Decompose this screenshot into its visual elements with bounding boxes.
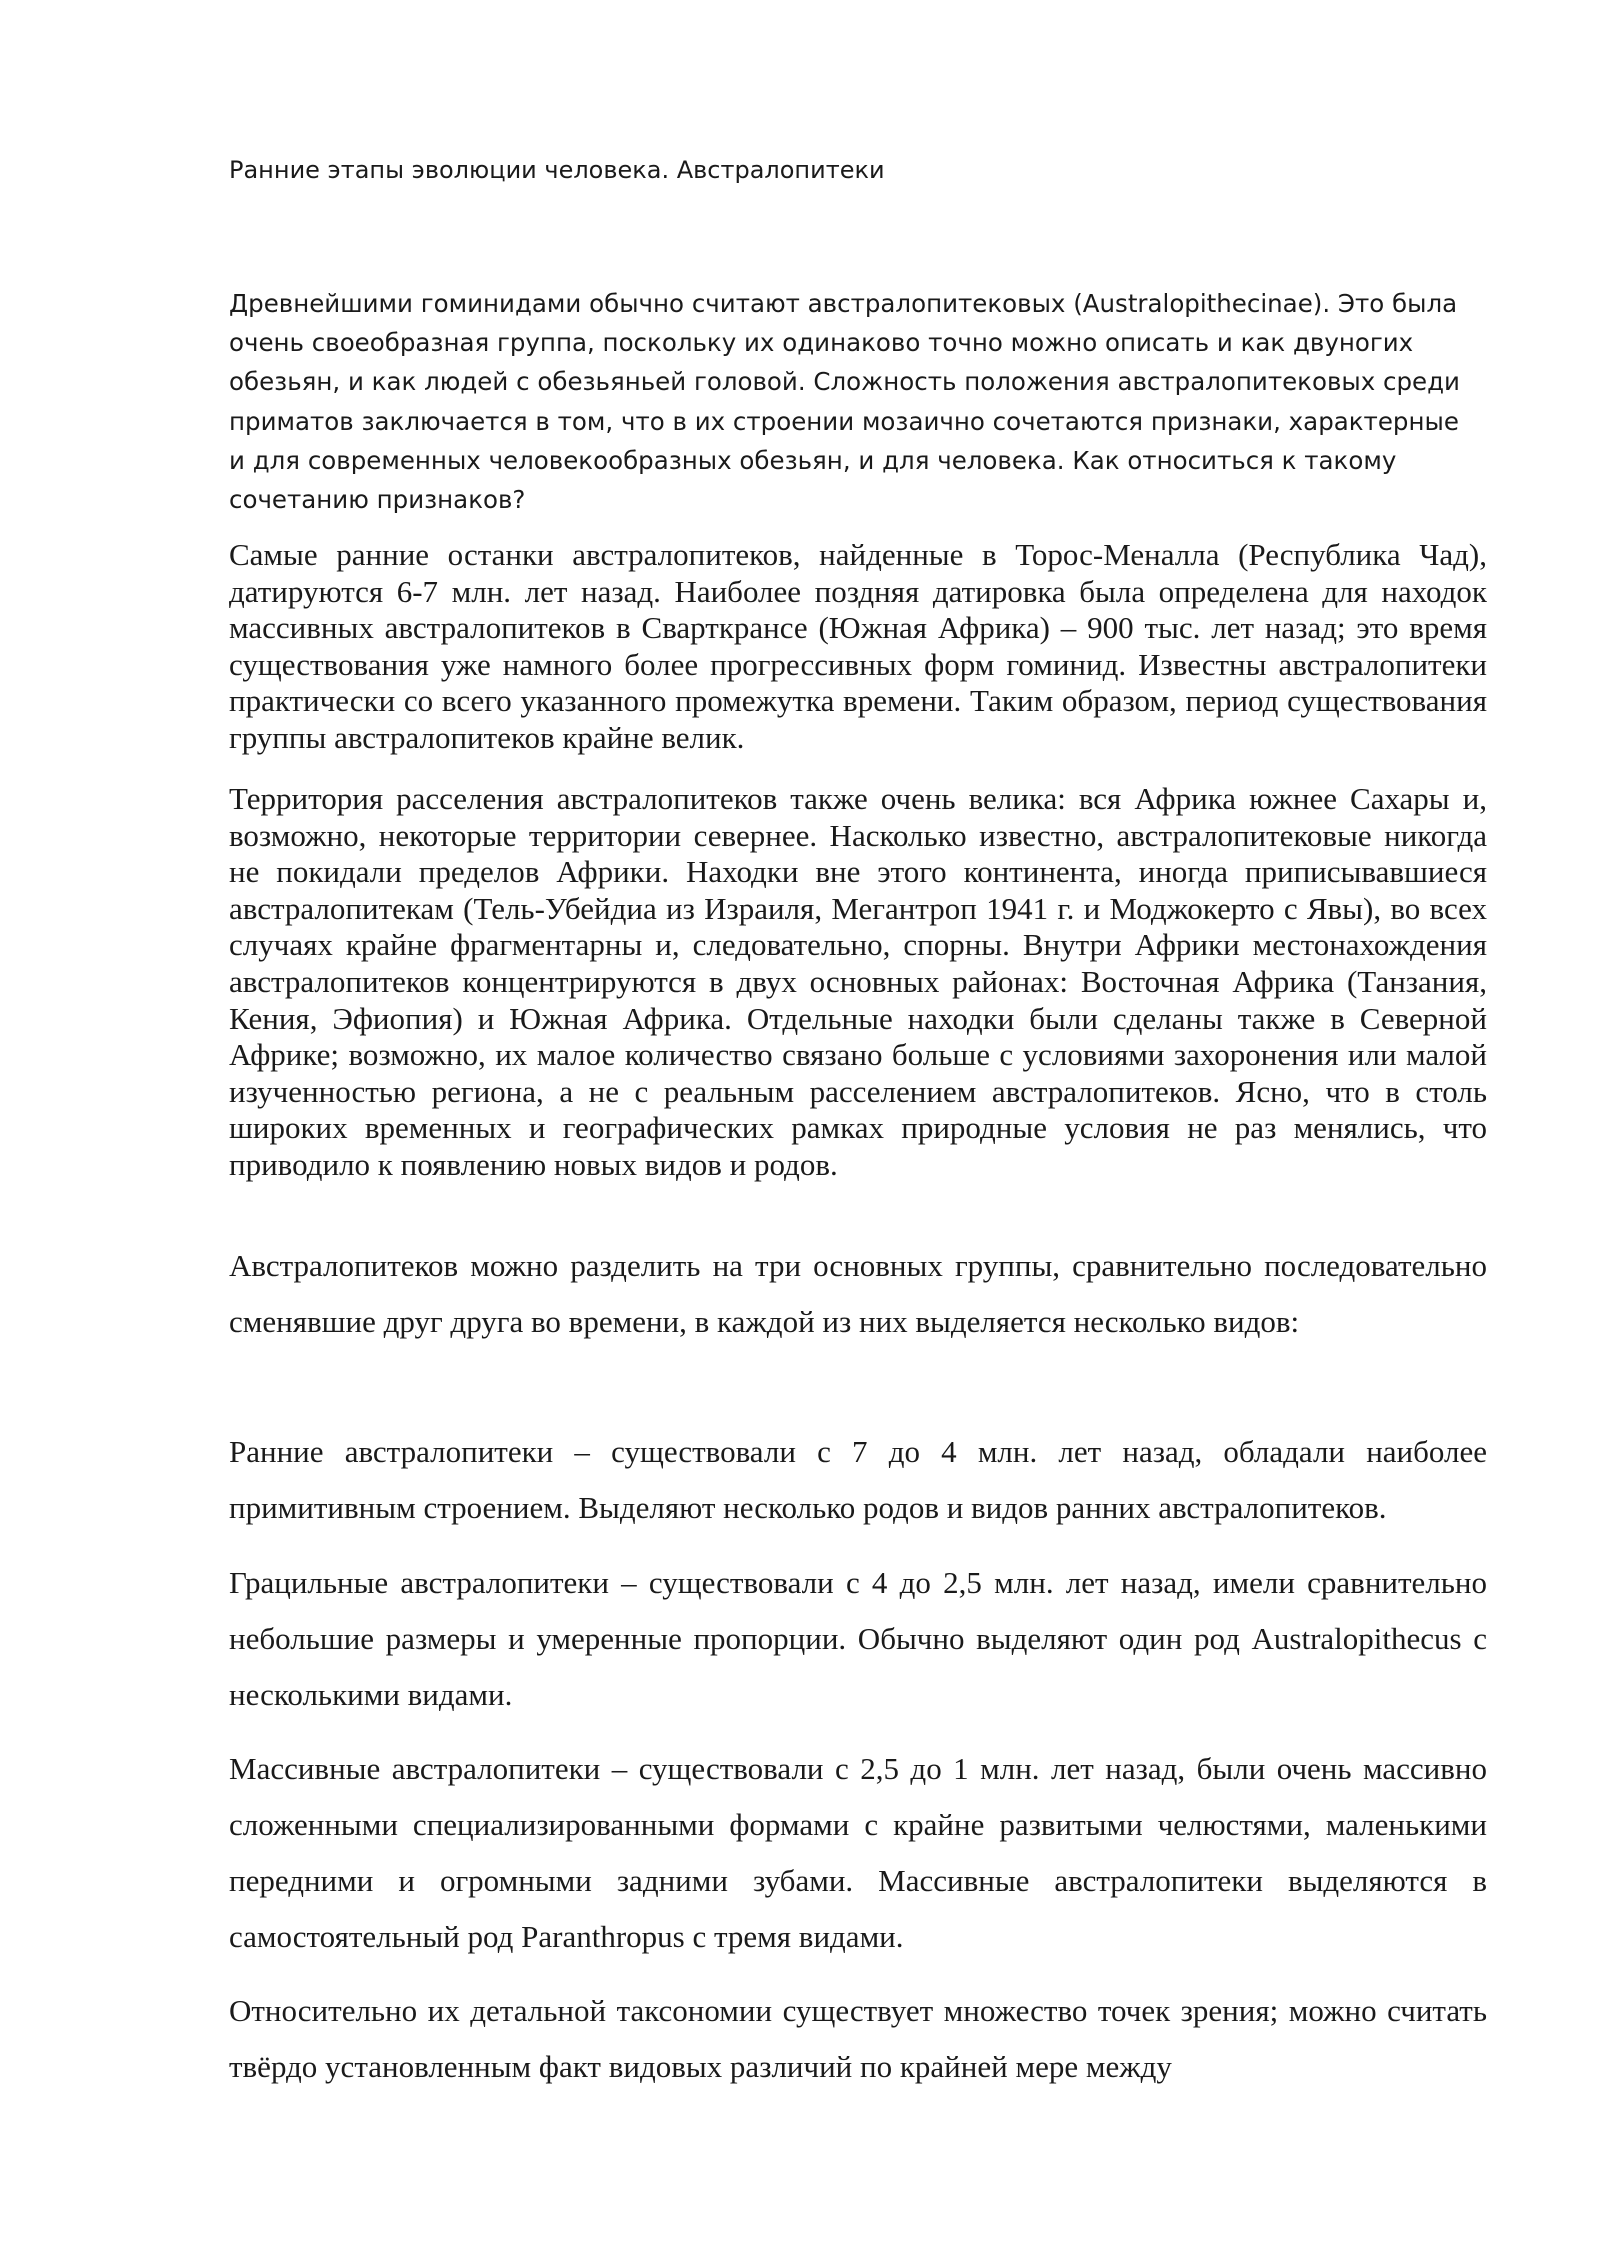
body-paragraph: Территория расселения австралопитеков также очень велика: вся Африка южнее Сахары и, возможно, некоторые территории севернее. Насколько известно, австралопитековые никогда не покидали пределов Африки. Находки вне этого континента, иногда приписывавшиеся австралопитекам (Тель-Убейдиа из Израиля, Мегантроп 1941 г. и Моджокерто с Явы), во всех случаях крайне фрагментарны и, следовательно, спорны. Внутри Африки местонахождения австралопитеков концентрируются в двух основных районах: Восточная Африка (Танзания, Кения, Эфиопия) и Южная Африка. Отдельные находки были сделаны также в Северной Африке; возможно, их малое количество связано больше с условиями захоронения или малой изученностью региона, а не с реальным расселением австралопитеков. Ясно, что в столь широких временных и географических рамках природные условия не раз менялись, что приводило к появлению новых видов и родов. bbox=[229, 781, 1487, 1182]
body-paragraph: Массивные австралопитеки – существовали с 2,5 до 1 млн. лет назад, были очень массивно сложенными специализированными формами с крайне развитыми челюстями, маленькими передними и огромными задними зубами. Массивные австралопитеки выделяются в самостоятельный род Paranthropus с тремя видами. bbox=[229, 1751, 1487, 1954]
body-paragraph: Австралопитеков можно разделить на три основных группы, сравнительно последовательно сменявшие друг друга во времени, в каждой из них выделяется несколько видов: bbox=[229, 1248, 1487, 1339]
body-paragraph: Грацильные австралопитеки – существовали с 4 до 2,5 млн. лет назад, имели сравнительно небольшие размеры и умеренные пропорции. Обычно выделяют один род Australopithecus с несколькими видами. bbox=[229, 1565, 1487, 1712]
body-paragraph: Относительно их детальной таксономии существует множество точек зрения; можно считать твёрдо установленным факт видовых различий по крайней мере между bbox=[229, 1993, 1487, 2084]
body-paragraph: Ранние австралопитеки – существовали с 7 до 4 млн. лет назад, обладали наиболее примитивным строением. Выделяют несколько родов и видов ранних австралопитеков. bbox=[229, 1434, 1487, 1525]
intro-paragraph: Древнейшими гоминидами обычно считают австралопитековых (Australopithecinae). Это была очень своеобразная группа, поскольку их одинаково точно можно описать и как двуногих обезьян, и как людей с обезьяньей головой. Сложность положения австралопитековых среди приматов заключается в том, что в их строении мозаично сочетаются признаки, характерные и для современных человекообразных обезьян, и для человека. Как относиться к такому сочетанию признаков? bbox=[229, 289, 1460, 515]
body-paragraph: Самые ранние останки австралопитеков, найденные в Торос-Меналла (Республика Чад), датируются 6-7 млн. лет назад. Наиболее поздняя датировка была определена для находок массивных австралопитеков в Сварткрансе (Южная Африка) – 900 тыс. лет назад; это время существования уже намного более прогрессивных форм гоминид. Известны австралопитеки практически со всего указанного промежутка времени. Таким образом, период существования группы австралопитеков крайне велик. bbox=[229, 537, 1487, 755]
document-title: Ранние этапы эволюции человека. Австралопитеки bbox=[229, 156, 885, 184]
